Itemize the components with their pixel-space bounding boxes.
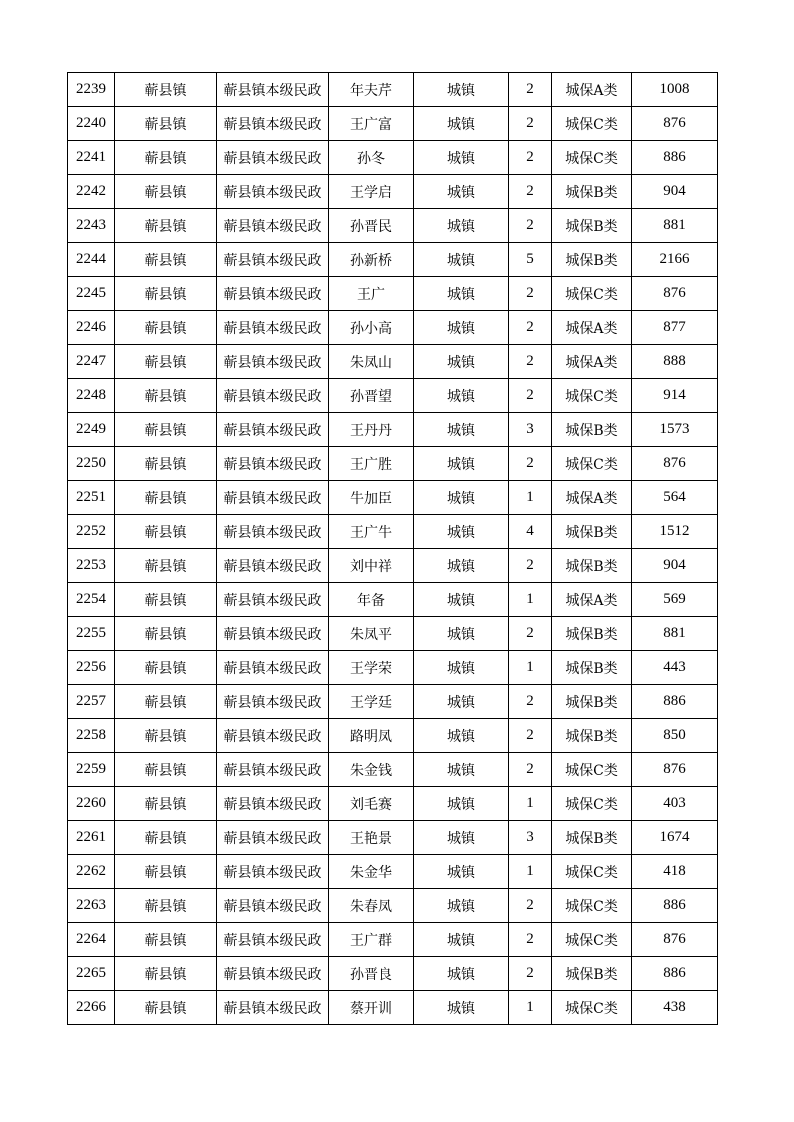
amount-cell: 876 (632, 923, 718, 957)
unit-cell: 蕲县镇本级民政 (217, 821, 329, 855)
unit-cell: 蕲县镇本级民政 (217, 651, 329, 685)
name-cell: 王艳景 (329, 821, 414, 855)
household-type-cell: 城镇 (414, 345, 509, 379)
serial-number-cell: 2251 (68, 481, 115, 515)
town-cell: 蕲县镇 (115, 311, 217, 345)
table-row (68, 243, 718, 277)
name-cell: 王广富 (329, 107, 414, 141)
table-row (68, 685, 718, 719)
name-cell: 孙冬 (329, 141, 414, 175)
category-cell: 城保C类 (552, 787, 632, 821)
table-row (68, 515, 718, 549)
category-cell: 城保B类 (552, 175, 632, 209)
household-size-cell: 2 (509, 617, 552, 651)
household-size-cell: 2 (509, 277, 552, 311)
unit-cell: 蕲县镇本级民政 (217, 515, 329, 549)
category-cell: 城保C类 (552, 141, 632, 175)
town-cell: 蕲县镇 (115, 821, 217, 855)
welfare-recipient-table (67, 72, 718, 1025)
table-row (68, 549, 718, 583)
table-body (68, 73, 718, 1025)
unit-cell: 蕲县镇本级民政 (217, 413, 329, 447)
household-size-cell: 2 (509, 889, 552, 923)
category-cell: 城保C类 (552, 277, 632, 311)
amount-cell: 1573 (632, 413, 718, 447)
category-cell: 城保B类 (552, 209, 632, 243)
unit-cell: 蕲县镇本级民政 (217, 73, 329, 107)
category-cell: 城保B类 (552, 719, 632, 753)
category-cell: 城保C类 (552, 923, 632, 957)
household-type-cell: 城镇 (414, 583, 509, 617)
category-cell: 城保C类 (552, 889, 632, 923)
name-cell: 刘毛赛 (329, 787, 414, 821)
table-row (68, 107, 718, 141)
serial-number-cell: 2249 (68, 413, 115, 447)
town-cell: 蕲县镇 (115, 957, 217, 991)
serial-number-cell: 2239 (68, 73, 115, 107)
category-cell: 城保B类 (552, 617, 632, 651)
category-cell: 城保B类 (552, 243, 632, 277)
name-cell: 年备 (329, 583, 414, 617)
household-size-cell: 2 (509, 141, 552, 175)
unit-cell: 蕲县镇本级民政 (217, 617, 329, 651)
name-cell: 王广 (329, 277, 414, 311)
serial-number-cell: 2262 (68, 855, 115, 889)
amount-cell: 569 (632, 583, 718, 617)
household-type-cell: 城镇 (414, 277, 509, 311)
name-cell: 朱金钱 (329, 753, 414, 787)
category-cell: 城保B类 (552, 821, 632, 855)
name-cell: 王丹丹 (329, 413, 414, 447)
household-type-cell: 城镇 (414, 175, 509, 209)
town-cell: 蕲县镇 (115, 107, 217, 141)
unit-cell: 蕲县镇本级民政 (217, 175, 329, 209)
serial-number-cell: 2243 (68, 209, 115, 243)
name-cell: 年夫芹 (329, 73, 414, 107)
serial-number-cell: 2258 (68, 719, 115, 753)
household-type-cell: 城镇 (414, 957, 509, 991)
unit-cell: 蕲县镇本级民政 (217, 991, 329, 1025)
category-cell: 城保A类 (552, 311, 632, 345)
name-cell: 孙晋民 (329, 209, 414, 243)
town-cell: 蕲县镇 (115, 481, 217, 515)
table-row (68, 753, 718, 787)
unit-cell: 蕲县镇本级民政 (217, 481, 329, 515)
household-type-cell: 城镇 (414, 889, 509, 923)
category-cell: 城保B类 (552, 515, 632, 549)
table-row (68, 991, 718, 1025)
town-cell: 蕲县镇 (115, 583, 217, 617)
household-type-cell: 城镇 (414, 379, 509, 413)
table-row (68, 821, 718, 855)
amount-cell: 2166 (632, 243, 718, 277)
amount-cell: 1674 (632, 821, 718, 855)
unit-cell: 蕲县镇本级民政 (217, 753, 329, 787)
unit-cell: 蕲县镇本级民政 (217, 957, 329, 991)
town-cell: 蕲县镇 (115, 345, 217, 379)
name-cell: 蔡开训 (329, 991, 414, 1025)
household-size-cell: 2 (509, 73, 552, 107)
household-type-cell: 城镇 (414, 515, 509, 549)
unit-cell: 蕲县镇本级民政 (217, 243, 329, 277)
town-cell: 蕲县镇 (115, 753, 217, 787)
category-cell: 城保B类 (552, 413, 632, 447)
town-cell: 蕲县镇 (115, 243, 217, 277)
serial-number-cell: 2241 (68, 141, 115, 175)
table-row (68, 379, 718, 413)
household-type-cell: 城镇 (414, 991, 509, 1025)
serial-number-cell: 2253 (68, 549, 115, 583)
household-type-cell: 城镇 (414, 787, 509, 821)
household-type-cell: 城镇 (414, 617, 509, 651)
amount-cell: 904 (632, 549, 718, 583)
serial-number-cell: 2240 (68, 107, 115, 141)
name-cell: 王学荣 (329, 651, 414, 685)
household-type-cell: 城镇 (414, 481, 509, 515)
town-cell: 蕲县镇 (115, 73, 217, 107)
town-cell: 蕲县镇 (115, 991, 217, 1025)
category-cell: 城保A类 (552, 345, 632, 379)
town-cell: 蕲县镇 (115, 549, 217, 583)
name-cell: 路明凤 (329, 719, 414, 753)
serial-number-cell: 2263 (68, 889, 115, 923)
household-size-cell: 2 (509, 753, 552, 787)
unit-cell: 蕲县镇本级民政 (217, 277, 329, 311)
household-size-cell: 2 (509, 311, 552, 345)
town-cell: 蕲县镇 (115, 719, 217, 753)
household-type-cell: 城镇 (414, 719, 509, 753)
amount-cell: 564 (632, 481, 718, 515)
household-size-cell: 3 (509, 413, 552, 447)
household-type-cell: 城镇 (414, 141, 509, 175)
amount-cell: 876 (632, 277, 718, 311)
table-row (68, 311, 718, 345)
unit-cell: 蕲县镇本级民政 (217, 787, 329, 821)
name-cell: 朱春凤 (329, 889, 414, 923)
serial-number-cell: 2266 (68, 991, 115, 1025)
amount-cell: 876 (632, 447, 718, 481)
town-cell: 蕲县镇 (115, 175, 217, 209)
town-cell: 蕲县镇 (115, 447, 217, 481)
name-cell: 孙小高 (329, 311, 414, 345)
category-cell: 城保B类 (552, 957, 632, 991)
town-cell: 蕲县镇 (115, 923, 217, 957)
table-row (68, 447, 718, 481)
table-row (68, 141, 718, 175)
amount-cell: 881 (632, 209, 718, 243)
amount-cell: 438 (632, 991, 718, 1025)
amount-cell: 877 (632, 311, 718, 345)
household-type-cell: 城镇 (414, 73, 509, 107)
household-size-cell: 2 (509, 379, 552, 413)
category-cell: 城保C类 (552, 447, 632, 481)
serial-number-cell: 2257 (68, 685, 115, 719)
category-cell: 城保C类 (552, 753, 632, 787)
unit-cell: 蕲县镇本级民政 (217, 719, 329, 753)
amount-cell: 886 (632, 685, 718, 719)
town-cell: 蕲县镇 (115, 889, 217, 923)
amount-cell: 886 (632, 957, 718, 991)
town-cell: 蕲县镇 (115, 685, 217, 719)
unit-cell: 蕲县镇本级民政 (217, 855, 329, 889)
unit-cell: 蕲县镇本级民政 (217, 141, 329, 175)
amount-cell: 876 (632, 107, 718, 141)
table-row (68, 345, 718, 379)
table-row (68, 719, 718, 753)
town-cell: 蕲县镇 (115, 651, 217, 685)
amount-cell: 886 (632, 141, 718, 175)
household-type-cell: 城镇 (414, 821, 509, 855)
name-cell: 王广胜 (329, 447, 414, 481)
table-row (68, 855, 718, 889)
town-cell: 蕲县镇 (115, 787, 217, 821)
amount-cell: 1008 (632, 73, 718, 107)
household-size-cell: 1 (509, 787, 552, 821)
unit-cell: 蕲县镇本级民政 (217, 549, 329, 583)
serial-number-cell: 2255 (68, 617, 115, 651)
unit-cell: 蕲县镇本级民政 (217, 311, 329, 345)
household-size-cell: 2 (509, 209, 552, 243)
serial-number-cell: 2260 (68, 787, 115, 821)
town-cell: 蕲县镇 (115, 379, 217, 413)
town-cell: 蕲县镇 (115, 141, 217, 175)
household-type-cell: 城镇 (414, 753, 509, 787)
amount-cell: 904 (632, 175, 718, 209)
household-size-cell: 2 (509, 923, 552, 957)
household-size-cell: 2 (509, 685, 552, 719)
table-row (68, 175, 718, 209)
serial-number-cell: 2261 (68, 821, 115, 855)
table-row (68, 923, 718, 957)
serial-number-cell: 2250 (68, 447, 115, 481)
table-row (68, 889, 718, 923)
household-size-cell: 2 (509, 107, 552, 141)
serial-number-cell: 2256 (68, 651, 115, 685)
name-cell: 王广牛 (329, 515, 414, 549)
household-size-cell: 1 (509, 583, 552, 617)
table-row (68, 787, 718, 821)
serial-number-cell: 2247 (68, 345, 115, 379)
household-size-cell: 3 (509, 821, 552, 855)
table-row (68, 583, 718, 617)
serial-number-cell: 2245 (68, 277, 115, 311)
household-type-cell: 城镇 (414, 549, 509, 583)
unit-cell: 蕲县镇本级民政 (217, 685, 329, 719)
unit-cell: 蕲县镇本级民政 (217, 447, 329, 481)
household-size-cell: 4 (509, 515, 552, 549)
household-size-cell: 2 (509, 957, 552, 991)
town-cell: 蕲县镇 (115, 209, 217, 243)
name-cell: 朱凤山 (329, 345, 414, 379)
serial-number-cell: 2265 (68, 957, 115, 991)
household-size-cell: 1 (509, 651, 552, 685)
amount-cell: 1512 (632, 515, 718, 549)
amount-cell: 886 (632, 889, 718, 923)
household-type-cell: 城镇 (414, 685, 509, 719)
amount-cell: 881 (632, 617, 718, 651)
table-row (68, 481, 718, 515)
household-type-cell: 城镇 (414, 311, 509, 345)
category-cell: 城保C类 (552, 991, 632, 1025)
name-cell: 孙晋望 (329, 379, 414, 413)
town-cell: 蕲县镇 (115, 277, 217, 311)
table-row (68, 209, 718, 243)
category-cell: 城保A类 (552, 583, 632, 617)
amount-cell: 443 (632, 651, 718, 685)
category-cell: 城保B类 (552, 549, 632, 583)
amount-cell: 403 (632, 787, 718, 821)
town-cell: 蕲县镇 (115, 413, 217, 447)
name-cell: 王学廷 (329, 685, 414, 719)
category-cell: 城保C类 (552, 107, 632, 141)
household-size-cell: 1 (509, 481, 552, 515)
serial-number-cell: 2252 (68, 515, 115, 549)
household-type-cell: 城镇 (414, 651, 509, 685)
table-row (68, 277, 718, 311)
serial-number-cell: 2246 (68, 311, 115, 345)
serial-number-cell: 2254 (68, 583, 115, 617)
name-cell: 王广群 (329, 923, 414, 957)
name-cell: 刘中祥 (329, 549, 414, 583)
category-cell: 城保C类 (552, 855, 632, 889)
town-cell: 蕲县镇 (115, 515, 217, 549)
category-cell: 城保B类 (552, 651, 632, 685)
table-row (68, 413, 718, 447)
household-type-cell: 城镇 (414, 209, 509, 243)
unit-cell: 蕲县镇本级民政 (217, 889, 329, 923)
serial-number-cell: 2259 (68, 753, 115, 787)
category-cell: 城保A类 (552, 73, 632, 107)
town-cell: 蕲县镇 (115, 855, 217, 889)
household-size-cell: 1 (509, 991, 552, 1025)
category-cell: 城保C类 (552, 379, 632, 413)
name-cell: 孙新桥 (329, 243, 414, 277)
unit-cell: 蕲县镇本级民政 (217, 345, 329, 379)
amount-cell: 418 (632, 855, 718, 889)
table-row (68, 957, 718, 991)
unit-cell: 蕲县镇本级民政 (217, 923, 329, 957)
household-type-cell: 城镇 (414, 855, 509, 889)
category-cell: 城保A类 (552, 481, 632, 515)
amount-cell: 876 (632, 753, 718, 787)
serial-number-cell: 2248 (68, 379, 115, 413)
amount-cell: 888 (632, 345, 718, 379)
name-cell: 王学启 (329, 175, 414, 209)
household-type-cell: 城镇 (414, 107, 509, 141)
name-cell: 朱金华 (329, 855, 414, 889)
name-cell: 孙晋良 (329, 957, 414, 991)
amount-cell: 914 (632, 379, 718, 413)
household-size-cell: 2 (509, 175, 552, 209)
household-size-cell: 2 (509, 549, 552, 583)
amount-cell: 850 (632, 719, 718, 753)
table-row (68, 651, 718, 685)
town-cell: 蕲县镇 (115, 617, 217, 651)
household-size-cell: 5 (509, 243, 552, 277)
category-cell: 城保B类 (552, 685, 632, 719)
household-size-cell: 2 (509, 447, 552, 481)
unit-cell: 蕲县镇本级民政 (217, 209, 329, 243)
serial-number-cell: 2242 (68, 175, 115, 209)
household-size-cell: 2 (509, 719, 552, 753)
serial-number-cell: 2264 (68, 923, 115, 957)
unit-cell: 蕲县镇本级民政 (217, 583, 329, 617)
household-type-cell: 城镇 (414, 413, 509, 447)
name-cell: 牛加臣 (329, 481, 414, 515)
table-row (68, 617, 718, 651)
serial-number-cell: 2244 (68, 243, 115, 277)
household-type-cell: 城镇 (414, 243, 509, 277)
unit-cell: 蕲县镇本级民政 (217, 379, 329, 413)
unit-cell: 蕲县镇本级民政 (217, 107, 329, 141)
household-size-cell: 2 (509, 345, 552, 379)
household-type-cell: 城镇 (414, 447, 509, 481)
household-type-cell: 城镇 (414, 923, 509, 957)
table-row (68, 73, 718, 107)
name-cell: 朱凤平 (329, 617, 414, 651)
household-size-cell: 1 (509, 855, 552, 889)
